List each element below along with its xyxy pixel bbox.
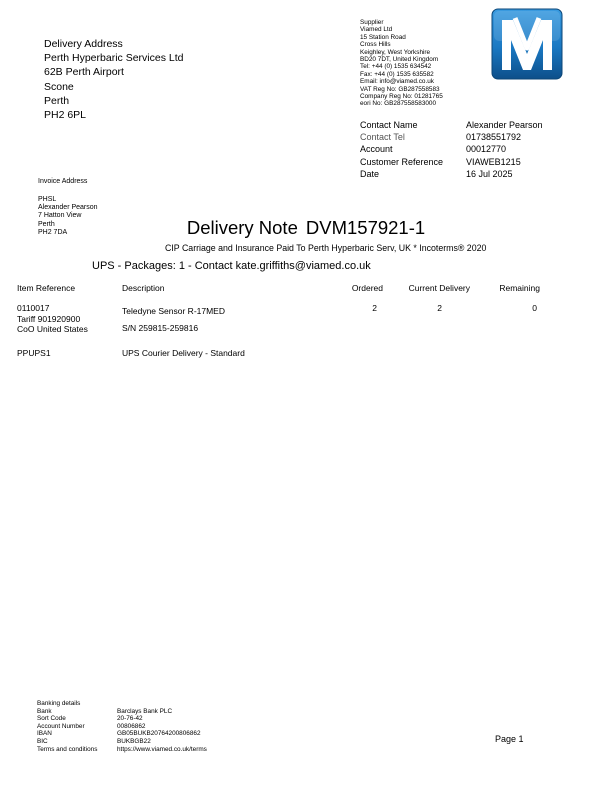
invoice-address-line: Alexander Pearson — [38, 204, 98, 212]
serial-numbers: S/N 259815-259816 — [122, 323, 199, 333]
viamed-logo-icon — [491, 8, 563, 80]
invoice-address-line: PHSL — [38, 196, 57, 203]
banking-row — [37, 708, 207, 716]
supplier-line: eori No: GB287558583000 — [360, 100, 437, 108]
table-row-description — [122, 303, 225, 337]
contact-row — [360, 119, 543, 131]
supplier-line: Email: info@viamed.co.uk — [360, 78, 434, 86]
contact-row — [360, 156, 543, 168]
contact-row — [360, 168, 543, 180]
contact-tel-value: 01738551792 — [466, 132, 522, 143]
column-header-ordered: Ordered — [351, 283, 383, 293]
document-type: Delivery Note — [186, 217, 298, 238]
table-row-description: UPS Courier Delivery - Standard — [122, 348, 245, 358]
delivery-address-line: PH2 6PL — [44, 109, 87, 122]
delivery-address-line: Scone — [44, 80, 74, 93]
bank-value: Barclays Bank PLC — [117, 707, 173, 715]
table-row-remaining: 0 — [532, 303, 537, 313]
item-description: Teledyne Sensor R-17MED — [122, 306, 225, 316]
supplier-line: BD20 7DT, United Kingdom — [360, 56, 439, 64]
supplier-line: Company Reg No: 01281765 — [360, 93, 443, 101]
delivery-address — [44, 37, 183, 122]
invoice-address-line: PH2 7DA — [38, 228, 68, 236]
column-header-remaining: Remaining — [499, 283, 540, 293]
supplier-line: Fax: +44 (0) 1535 635582 — [360, 70, 434, 78]
banking-row — [37, 730, 207, 738]
banking-row — [37, 746, 207, 754]
banking-row — [37, 723, 207, 731]
delivery-address-heading: Delivery Address — [44, 38, 123, 50]
contact-row — [360, 131, 543, 143]
supplier-line: Tel: +44 (0) 1535 634542 — [360, 63, 432, 71]
table-row-ordered: 2 — [372, 303, 377, 313]
iban-value: GB05BUKB20764200806862 — [117, 730, 201, 738]
contact-name-value: Alexander Pearson — [466, 120, 543, 130]
iban-label: IBAN — [37, 730, 52, 738]
country-of-origin: CoO United States — [17, 324, 88, 334]
sort-code-value: 20-76-42 — [117, 715, 143, 723]
account-label: Account — [360, 144, 393, 155]
invoice-address-line: Perth — [38, 220, 55, 228]
document-number: DVM157921-1 — [305, 217, 426, 238]
banking-row — [37, 715, 207, 723]
supplier-details — [360, 19, 443, 108]
bic-value: BUKBGB22 — [117, 737, 151, 745]
invoice-address-label: Invoice Address — [38, 178, 88, 185]
tariff-code: Tariff 901920900 — [17, 313, 81, 324]
banking-row — [37, 738, 207, 746]
bic-label: BIC — [37, 737, 48, 745]
banking-details — [37, 700, 207, 753]
supplier-line: 15 Station Road — [360, 33, 406, 41]
table-row-item-reference — [17, 303, 88, 335]
delivery-address-line: Perth — [44, 94, 70, 107]
supplier-line: Viamed Ltd — [360, 26, 393, 34]
shipping-info-line: UPS - Packages: 1 - Contact kate.griffiths@viamed.co.uk — [92, 260, 371, 272]
sort-code-label: Sort Code — [37, 715, 66, 723]
supplier-line: Keighley, West Yorkshire — [360, 48, 431, 56]
terms-label: Terms and conditions — [37, 745, 98, 753]
table-row-current-delivery: 2 — [437, 303, 442, 313]
contact-row — [360, 143, 543, 155]
incoterms-line: CIP Carriage and Insurance Paid To Perth Hyperbaric Serv, UK * Incoterms® 2020 — [165, 243, 487, 253]
banking-row — [37, 700, 207, 708]
account-value: 00012770 — [466, 144, 507, 155]
supplier-line: Cross Hills — [360, 41, 391, 49]
contact-tel-label: Contact Tel — [360, 132, 405, 143]
customer-reference-label: Customer Reference — [360, 156, 444, 167]
delivery-address-line: Perth Hyperbaric Services Ltd — [44, 52, 184, 65]
supplier-line: VAT Reg No: GB287558583 — [360, 85, 440, 93]
page-number: Page 1 — [495, 734, 524, 744]
banking-heading: Banking details — [37, 700, 81, 707]
customer-reference-value: VIAWEB1215 — [466, 156, 521, 167]
terms-link[interactable]: https://www.viamed.co.uk/terms — [117, 745, 207, 753]
document-title — [0, 217, 612, 239]
table-row-item-reference: PPUPS1 — [17, 348, 51, 358]
supplier-heading: Supplier — [360, 19, 384, 26]
account-number-label: Account Number — [37, 722, 85, 730]
contact-details — [360, 119, 543, 180]
column-header-item-reference: Item Reference — [17, 283, 76, 293]
bank-label: Bank — [37, 707, 52, 715]
invoice-address-line: 7 Hatton View — [38, 212, 82, 220]
viamed-logo-graphic — [491, 8, 563, 80]
item-code: 0110017 — [17, 303, 50, 313]
date-label: Date — [360, 168, 380, 179]
account-number-value: 00806862 — [117, 722, 146, 730]
delivery-address-line: 62B Perth Airport — [44, 66, 124, 79]
column-header-description: Description — [122, 283, 165, 293]
contact-name-label: Contact Name — [360, 120, 418, 130]
date-value: 16 Jul 2025 — [466, 168, 513, 179]
column-header-current-delivery: Current Delivery — [408, 283, 470, 293]
